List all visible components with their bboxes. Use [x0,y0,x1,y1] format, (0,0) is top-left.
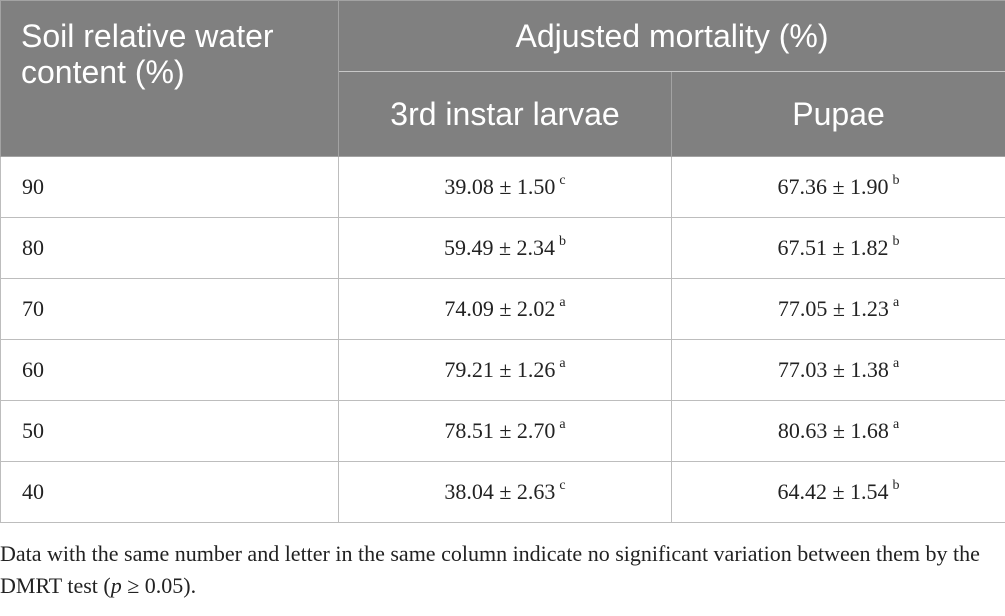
pupae-cell [672,401,1005,462]
larvae-value: 79.21 ± 1.26 [444,357,556,382]
significance-letter: b [892,233,900,249]
pupae-value: 80.63 ± 1.68 [777,418,889,443]
significance-letter: b [892,172,900,188]
significance-letter: c [559,172,566,188]
water-content-cell: 70 [1,279,339,340]
larvae-value: 38.04 ± 2.63 [444,479,556,504]
pupae-cell [672,157,1005,218]
larvae-cell [339,157,672,218]
significance-letter: c [559,477,566,493]
pupae-value: 67.36 ± 1.90 [777,174,889,199]
water-content-cell: 60 [1,340,339,401]
table-footnote [0,538,1005,602]
significance-letter: b [892,477,900,493]
footnote-p-symbol: p [110,573,122,598]
significance-letter: a [892,294,900,310]
water-content-cell: 40 [1,462,339,523]
table-row [1,279,1005,340]
larvae-cell [339,462,672,523]
pupae-cell [672,340,1005,401]
table-row [1,218,1005,279]
table-row [1,340,1005,401]
header-pupae: Pupae [672,72,1005,157]
significance-letter: a [892,416,900,432]
header-soil-water-content: Soil relative water content (%) [1,1,339,157]
significance-letter: a [559,355,566,371]
footnote-text: Data with the same number and letter in the same column indicate no significant variation between them by the DMRT test ( [0,541,980,598]
pupae-cell [672,279,1005,340]
table-row [1,401,1005,462]
larvae-value: 59.49 ± 2.34 [443,235,556,260]
significance-letter: a [559,294,566,310]
header-adjusted-mortality: Adjusted mortality (%) [339,1,1005,72]
larvae-cell [339,401,672,462]
water-content-cell: 80 [1,218,339,279]
pupae-cell [672,462,1005,523]
footnote-threshold: ≥ 0.05). [121,573,197,598]
table-row [1,157,1005,218]
larvae-cell [339,279,672,340]
larvae-cell [339,218,672,279]
significance-letter: b [559,233,567,249]
larvae-value: 39.08 ± 1.50 [444,174,556,199]
larvae-cell [339,340,672,401]
significance-letter: a [892,355,900,371]
pupae-value: 77.05 ± 1.23 [777,296,889,321]
pupae-cell [672,218,1005,279]
pupae-value: 67.51 ± 1.82 [777,235,889,260]
larvae-value: 74.09 ± 2.02 [444,296,556,321]
water-content-cell: 50 [1,401,339,462]
header-larvae: 3rd instar larvae [339,72,672,157]
significance-letter: a [559,416,566,432]
larvae-value: 78.51 ± 2.70 [444,418,556,443]
table-row [1,462,1005,523]
pupae-value: 64.42 ± 1.54 [777,479,889,504]
pupae-value: 77.03 ± 1.38 [777,357,889,382]
water-content-cell: 90 [1,157,339,218]
